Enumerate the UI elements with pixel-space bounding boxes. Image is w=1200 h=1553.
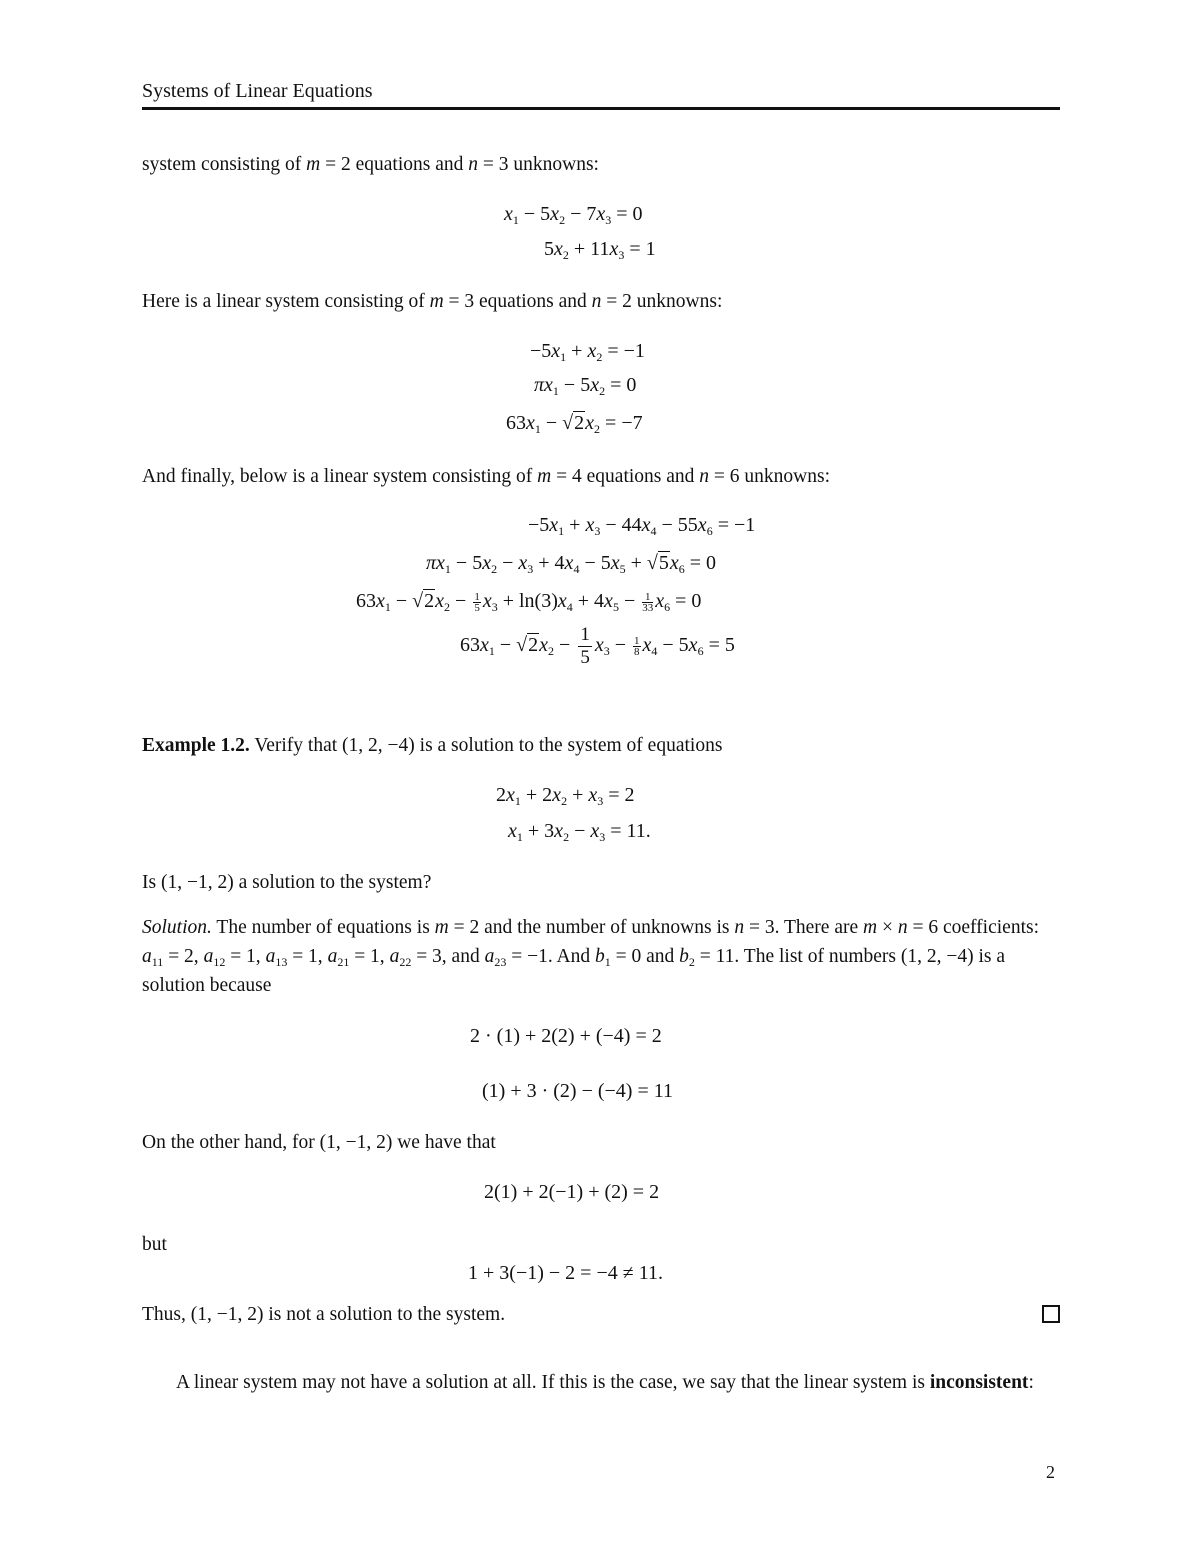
but-text: but [142, 1234, 167, 1255]
solution-paragraph: Solution. The number of equations is m = 2 and the number of unknowns is n = 3. There are m × n = 6 coefficients: $a_{11} = 2$, $a_{12} = 1$, $a_{13} = 1$, $a_{21} = 1$, $a_{22} = 3$, and $a_{23} = -1$. And $b_1 = 0$ and $b_2 = 11$. The list of numbers (1, 2, −4) is a solution because [142, 917, 1039, 996]
sys3-eq3: $63x_1 - √2x_2$ − $\frac{1}{5}$ $x_3 + \ln(3)x_4 + 4x_5$ − $\frac{1}{33}$ $x_6 = 0$ [356, 590, 702, 614]
final-paragraph-text: A linear system may not have a solution at all. If this is the case, we say that the linear system is [176, 1372, 930, 1393]
sys2-eq3: $63x_1 - √2x_2 = -7$ [506, 412, 643, 436]
final-paragraph-colon: : [1028, 1372, 1034, 1393]
page-number: 2 [1046, 1462, 1055, 1482]
inconsistent-term: inconsistent [929, 1372, 1029, 1393]
other-hand-paragraph: On the other hand, for (1, −1, 2) we have that [142, 1132, 496, 1153]
intro-paragraph-2: Here is a linear system consisting of m = 3 equations and n = 2 unknowns: [142, 291, 723, 312]
check-4: 1 + 3(−1) − 2 = −4 ≠ 11. [468, 1262, 663, 1284]
sys2-eq2: $\pi x_1 - 5x_2 = 0$ [534, 374, 637, 398]
sys1-eq2: $5x_2 + 11x_3 = 1$ [544, 238, 656, 262]
solution-label: Solution. [142, 917, 212, 938]
sys2-eq1: $-5x_1 + x_2 = -1$ [530, 340, 645, 364]
running-header: Systems of Linear Equations [142, 80, 373, 102]
sys3-eq4: $63x_1 - √2x_2$ − $\frac{1}{5}$ $x_3$ − $\frac{1}{8}$ $x_4 - 5x_6 = 5$ [460, 624, 735, 668]
ex-eq1: $2x_1 + 2x_2 + x_3 = 2$ [496, 784, 635, 808]
sys3-eq2: $\pi x_1 - 5x_2 - x_3 + 4x_4 - 5x_5 + √5x_6 = 0$ [426, 552, 717, 576]
check-2: (1) + 3 · (2) − (−4) = 11 [482, 1080, 673, 1102]
sys3-eq1: $-5x_1 + x_3 - 44x_4 - 55x_6 = -1$ [528, 514, 756, 538]
ex-eq2: $x_1 + 3x_2 - x_3 = 11$. [508, 820, 651, 844]
final-paragraph [142, 1368, 1060, 1397]
check-3: 2(1) + 2(−1) + (2) = 2 [484, 1181, 660, 1203]
intro-paragraph-1: system consisting of m = 2 equations and n = 3 unknowns: [142, 154, 599, 175]
check-1: 2 · (1) + 2(2) + (−4) = 2 [470, 1025, 662, 1047]
intro-paragraph-3: And finally, below is a linear system consisting of m = 4 equations and n = 6 unknowns: [142, 466, 830, 487]
example-heading: Example 1.2. Verify that (1, 2, −4) is a solution to the system of equations [142, 735, 723, 756]
header-rule [142, 107, 1060, 110]
example-question: Is (1, −1, 2) a solution to the system? [142, 872, 432, 893]
sys1-eq1: $x_1 - 5x_2 - 7x_3 = 0$ [504, 203, 643, 227]
conclusion-text: Thus, (1, −1, 2) is not a solution to the system. [142, 1304, 506, 1325]
example-label: Example 1.2. [142, 735, 250, 756]
qed-square-icon [1042, 1305, 1060, 1323]
